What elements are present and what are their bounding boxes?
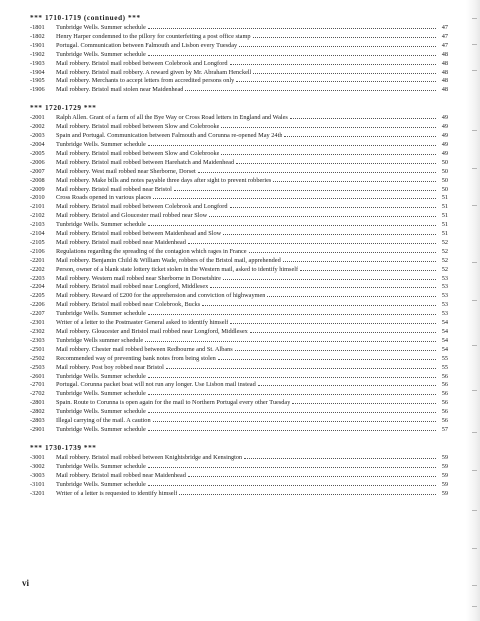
entry-title: Illegal carrying of the mail. A caution xyxy=(56,417,151,425)
entry-code: -1904 xyxy=(30,68,45,76)
entry-page-number: 56 xyxy=(441,408,448,416)
dot-leader xyxy=(209,216,436,217)
dot-leader xyxy=(236,163,436,164)
contents-entry xyxy=(30,417,448,426)
entry-title: Portugal. Communication between Falmouth and Lisbon every Tuesday xyxy=(56,41,238,49)
entry-title: Ralph Allen. Grant of a farm of all the Bye Way or Cross Road letters in England and Wales xyxy=(56,114,288,122)
entry-title: Regulations regarding the spreading of the contagion which rages in France xyxy=(56,247,247,255)
edge-mark xyxy=(472,548,477,549)
dot-leader xyxy=(258,385,436,386)
entry-code: -2105 xyxy=(30,238,45,246)
section-heading: *** 1710-1719 (continued) *** xyxy=(30,14,141,22)
entry-code: -2007 xyxy=(30,167,45,175)
contents-entry xyxy=(30,399,448,408)
edge-mark xyxy=(472,130,477,131)
contents-entry xyxy=(30,42,448,51)
dot-leader xyxy=(236,81,436,82)
dot-leader xyxy=(223,234,436,235)
edge-mark xyxy=(472,606,477,607)
entry-code: -2501 xyxy=(30,345,45,353)
entry-title: Mail robbery. Bristol mail robbery. A reward given by Mr. Abraham Henckell xyxy=(56,68,252,76)
contents-entry xyxy=(30,373,448,382)
entry-code: -2302 xyxy=(30,328,45,335)
dot-leader xyxy=(148,412,436,413)
entry-title: Mail robbery. Bristol mail robbed between Knightsbridge and Kensington xyxy=(56,453,243,461)
entry-page-number: 47 xyxy=(441,41,448,49)
entry-title: Henry Harper condemned to the pillory for counterfeiting a post office stamp xyxy=(56,32,251,40)
entry-code: -2502 xyxy=(30,354,45,362)
entry-page-number: 52 xyxy=(441,238,448,246)
entry-page-number: 47 xyxy=(441,32,448,40)
entry-code: -2009 xyxy=(30,185,45,193)
entry-page-number: 59 xyxy=(441,489,448,497)
edge-mark xyxy=(472,432,477,433)
section-heading: *** 1720-1729 *** xyxy=(30,104,97,113)
dot-leader xyxy=(284,136,436,137)
dot-leader xyxy=(267,296,436,297)
dot-leader xyxy=(148,314,436,315)
contents-entry xyxy=(30,481,448,490)
contents-entry xyxy=(30,60,448,69)
dot-leader xyxy=(179,494,436,495)
dot-leader xyxy=(153,198,436,199)
dot-leader xyxy=(210,287,436,288)
contents-entry xyxy=(30,283,448,292)
entry-title: Cross Roads opened in various places xyxy=(56,194,152,202)
contents-entry xyxy=(30,266,448,275)
entry-page-number: 54 xyxy=(441,328,448,335)
entry-page-number: 56 xyxy=(441,417,448,425)
contents-entry xyxy=(30,51,448,60)
entry-title: Mail robbery. Western mail robbed near Sherborne in Dorsetshire xyxy=(56,274,221,282)
entry-title: Mail robbery. Bristol mail robbed between Colebrook and Longford xyxy=(56,203,228,211)
entry-title: Mail robbery. Bristol mail robbed near Maidenhead xyxy=(56,471,186,479)
contents-entry xyxy=(30,132,448,141)
entry-code: -3101 xyxy=(30,480,45,488)
contents-entry xyxy=(30,212,448,221)
contents-entry xyxy=(30,186,448,195)
entry-title: Tunbridge Wells. Summer schedule xyxy=(56,24,146,31)
entry-title: Mail robbery. Reward of £200 for the apprehension and conviction of highwaymen xyxy=(56,292,266,300)
entry-page-number: 56 xyxy=(441,390,448,398)
entry-title: Spain. Route to Corunna is open again for the mail to Northern Portugal every other Tuesday xyxy=(56,399,291,407)
entry-page-number: 54 xyxy=(441,345,448,353)
entry-page-number: 47 xyxy=(441,24,448,31)
entry-title: Mail robbery. Bristol mail robbed between Harehatch and Maidenhead xyxy=(56,158,235,166)
edge-mark xyxy=(472,18,477,19)
entry-title: Writer of a letter is requested to identify himself xyxy=(56,489,178,497)
dot-leader xyxy=(230,64,437,65)
entry-title: Mail robbery. Bristol mail robbed between Slow and Colebrooke xyxy=(56,149,220,157)
edge-mark xyxy=(472,168,477,169)
entry-title: Tunbridge Wells. Summer schedule xyxy=(56,310,146,318)
entry-title: Tunbridge Wells. Summer schedule xyxy=(56,372,146,380)
entry-code: -3003 xyxy=(30,471,45,479)
entry-page-number: 53 xyxy=(441,292,448,300)
entry-title: Mail robbery. Bristol mail robbed near Longford, Middlesex xyxy=(56,283,209,291)
contents-entry xyxy=(30,230,448,239)
contents-entry xyxy=(30,301,448,310)
dot-leader xyxy=(300,270,436,271)
entry-title: Mail robbery. Make bills and notes payable three days after sight to prevent robberies xyxy=(56,176,272,184)
entry-code: -2702 xyxy=(30,390,45,398)
entry-title: Tunbridge Wells. Summer schedule xyxy=(56,221,146,229)
entry-code: -2102 xyxy=(30,212,45,220)
entry-code: -2301 xyxy=(30,319,45,327)
entry-code: -2803 xyxy=(30,417,45,425)
contents-entry xyxy=(30,239,448,248)
page-edge-shadow xyxy=(466,0,480,621)
entry-code: -2005 xyxy=(30,149,45,157)
contents-entry xyxy=(30,150,448,159)
contents-entry xyxy=(30,248,448,257)
entry-code: -2802 xyxy=(30,408,45,416)
entry-title: Writer of a letter to the Postmaster General asked to identify himself xyxy=(56,319,229,327)
entry-page-number: 48 xyxy=(441,50,448,58)
entry-code: -2701 xyxy=(30,381,45,389)
contents-entry xyxy=(30,221,448,230)
contents-entry xyxy=(30,77,448,86)
contents-entry xyxy=(30,364,448,373)
entry-page-number: 59 xyxy=(441,462,448,470)
entry-title: Mail robbery. Merchants to accept letters from accredited persons only xyxy=(56,77,235,85)
contents-entry xyxy=(30,319,448,328)
dot-leader xyxy=(290,118,436,119)
dot-leader xyxy=(283,261,436,262)
dot-leader xyxy=(198,172,436,173)
contents-entry xyxy=(30,123,448,132)
entry-page-number: 49 xyxy=(441,114,448,122)
contents-entry xyxy=(30,381,448,390)
entry-page-number: 59 xyxy=(441,471,448,479)
dot-leader xyxy=(145,341,436,342)
contents-entry xyxy=(30,328,448,337)
dot-leader xyxy=(148,145,436,146)
contents-entry xyxy=(30,194,448,203)
entry-page-number: 53 xyxy=(441,274,448,282)
dot-leader xyxy=(148,430,436,431)
entry-code: -2801 xyxy=(30,399,45,407)
entry-title: Mail robbery. Gloucester and Bristol mail robbed near Longford, Middlesex xyxy=(56,328,248,335)
contents-entry xyxy=(30,177,448,186)
entry-code: -2003 xyxy=(30,132,45,140)
entry-page-number: 51 xyxy=(441,212,448,220)
entry-page-number: 49 xyxy=(441,123,448,131)
entry-page-number: 56 xyxy=(441,399,448,407)
entry-page-number: 53 xyxy=(441,301,448,309)
dot-leader xyxy=(221,154,436,155)
contents-entry xyxy=(30,472,448,481)
dot-leader xyxy=(253,37,437,38)
entry-code: -2001 xyxy=(30,114,45,122)
entry-title: Tunbridge Wells. Summer schedule xyxy=(56,425,146,433)
entry-title: Portugal. Corunna packet boat will not run any longer. Use Lisbon mail instead xyxy=(56,381,256,389)
entry-code: -2901 xyxy=(30,425,45,433)
entry-page-number: 50 xyxy=(441,158,448,166)
dot-leader xyxy=(188,476,436,477)
entry-code: -2106 xyxy=(30,247,45,255)
entry-title: Tunbridge Wells. Summer schedule xyxy=(56,408,146,416)
edge-mark xyxy=(472,585,477,586)
edge-mark xyxy=(472,262,477,263)
entry-title: Mail robbery. Bristol mail robbed between Maidenhead and Slow xyxy=(56,230,222,238)
page-number: vi xyxy=(22,578,30,588)
entry-code: -2010 xyxy=(30,194,45,202)
entry-page-number: 57 xyxy=(441,425,448,433)
contents-entry xyxy=(30,454,448,463)
contents-entry xyxy=(30,310,448,319)
entry-title: Tunbridge Wells. Summer schedule xyxy=(56,140,146,148)
dot-leader xyxy=(148,28,436,29)
contents-entry xyxy=(30,114,448,123)
entry-code: -2002 xyxy=(30,123,45,131)
dot-leader xyxy=(148,225,436,226)
dot-leader xyxy=(230,323,436,324)
contents-entry xyxy=(30,203,448,212)
edge-mark xyxy=(472,510,477,511)
entry-title: Mail robbery. Bristol and Gloucester mail robbed near Slow xyxy=(56,212,208,220)
entry-title: Mail robbery. Bristol mail robbed near Bristol xyxy=(56,185,172,193)
entry-page-number: 53 xyxy=(441,283,448,291)
entry-page-number: 52 xyxy=(441,265,448,273)
entry-page-number: 49 xyxy=(441,140,448,148)
entry-code: -2503 xyxy=(30,363,45,371)
entry-code: -1905 xyxy=(30,77,45,85)
entry-page-number: 59 xyxy=(441,480,448,488)
contents-list xyxy=(30,14,448,498)
entry-code: -2206 xyxy=(30,301,45,309)
entry-page-number: 52 xyxy=(441,247,448,255)
contents-entry xyxy=(30,346,448,355)
dot-leader xyxy=(166,368,436,369)
contents-entry xyxy=(30,159,448,168)
entry-page-number: 52 xyxy=(441,256,448,264)
contents-entry xyxy=(30,408,448,417)
dot-leader xyxy=(148,394,436,395)
entry-code: -1903 xyxy=(30,59,45,67)
entry-page-number: 55 xyxy=(441,354,448,362)
entry-code: -1906 xyxy=(30,86,45,94)
contents-entry xyxy=(30,275,448,284)
contents-page xyxy=(30,14,448,498)
entry-code: -2101 xyxy=(30,203,45,211)
entry-title: Tunbridge Wells. Summer schedule xyxy=(56,390,146,398)
entry-page-number: 48 xyxy=(441,77,448,85)
entry-title: Spain and Portugal. Communication between Falmouth and Corunna re-opened May 24th xyxy=(56,132,283,140)
edge-mark xyxy=(472,470,477,471)
contents-entry xyxy=(30,463,448,472)
dot-leader xyxy=(235,350,436,351)
entry-code: -2006 xyxy=(30,158,45,166)
entry-page-number: 54 xyxy=(441,336,448,344)
dot-leader xyxy=(244,458,436,459)
entry-code: -2008 xyxy=(30,176,45,184)
entry-title: Tunbridge Wells summer schedule xyxy=(56,336,144,344)
entry-title: Tunbridge Wells. Summer schedule xyxy=(56,480,146,488)
entry-page-number: 53 xyxy=(441,310,448,318)
contents-entry xyxy=(30,490,448,499)
entry-page-number: 51 xyxy=(441,230,448,238)
edge-mark xyxy=(472,205,477,206)
entry-code: -2601 xyxy=(30,372,45,380)
entry-code: -3002 xyxy=(30,462,45,470)
entry-page-number: 50 xyxy=(441,185,448,193)
contents-entry xyxy=(30,69,448,78)
edge-mark xyxy=(472,300,477,301)
edge-mark xyxy=(472,345,477,346)
entry-title: Person, owner of a blank state lottery ticket stolen in the Western mail, asked to identify himself xyxy=(56,265,299,273)
dot-leader xyxy=(250,332,436,333)
entry-title: Mail robbery. Chester mail robbed between Redbourne and St. Albans xyxy=(56,345,233,353)
entry-code: -2201 xyxy=(30,256,45,264)
entry-page-number: 56 xyxy=(441,372,448,380)
edge-mark xyxy=(472,44,477,45)
dot-leader xyxy=(253,73,436,74)
dot-leader xyxy=(230,207,437,208)
contents-entry xyxy=(30,337,448,346)
entry-title: Recommended way of preventing bank notes from being stolen xyxy=(56,354,216,362)
entry-title: Mail robbery. West mail robbed near Sherborne, Dorset xyxy=(56,167,196,175)
entry-page-number: 51 xyxy=(441,203,448,211)
entry-page-number: 49 xyxy=(441,132,448,140)
entry-code: -2207 xyxy=(30,310,45,318)
entry-code: -2104 xyxy=(30,230,45,238)
dot-leader xyxy=(148,55,436,56)
entry-page-number: 50 xyxy=(441,167,448,175)
contents-entry xyxy=(30,257,448,266)
entry-title: Mail robbery. Bristol mail robbed between Colebrook and Longford xyxy=(56,59,228,67)
entry-code: -2203 xyxy=(30,274,45,282)
entry-title: Mail robbery. Benjamin Child & William Wade, robbers of the Bristol mail, apprehended xyxy=(56,256,281,264)
dot-leader xyxy=(273,181,436,182)
dot-leader xyxy=(153,421,436,422)
entry-title: Mail robbery. Post boy robbed near Bristol xyxy=(56,363,164,371)
entry-code: -2004 xyxy=(30,140,45,148)
entry-page-number: 51 xyxy=(441,194,448,202)
dot-leader xyxy=(148,485,436,486)
entry-page-number: 51 xyxy=(441,221,448,229)
entry-page-number: 48 xyxy=(441,86,448,94)
entry-code: -1902 xyxy=(30,50,45,58)
dot-leader xyxy=(249,252,436,253)
contents-entry xyxy=(30,292,448,301)
entry-page-number: 50 xyxy=(441,176,448,184)
edge-mark xyxy=(472,390,477,391)
entry-title: Mail robbery. Bristol mail robbed near Colebrook, Bucks xyxy=(56,301,201,309)
dot-leader xyxy=(292,403,436,404)
entry-title: Tunbridge Wells. Summer schedule xyxy=(56,50,146,58)
contents-entry xyxy=(30,168,448,177)
entry-code: -1802 xyxy=(30,32,45,40)
entry-code: -2103 xyxy=(30,221,45,229)
entry-code: -2202 xyxy=(30,265,45,273)
entry-code: -2205 xyxy=(30,292,45,300)
contents-entry xyxy=(30,390,448,399)
dot-leader xyxy=(185,90,436,91)
entry-page-number: 48 xyxy=(441,59,448,67)
edge-mark xyxy=(472,70,477,71)
entry-code: -3001 xyxy=(30,453,45,461)
entry-title: Mail robbery. Bristol mail stolen near Maidenhead xyxy=(56,86,184,94)
entry-title: Mail robbery. Bristol mail robbed between Slow and Colebrooke xyxy=(56,123,220,131)
dot-leader xyxy=(221,127,436,128)
entry-title: Mail robbery. Bristol mail robbed near Maidenhead xyxy=(56,238,186,246)
section-heading: *** 1730-1739 *** xyxy=(30,443,97,452)
dot-leader xyxy=(174,190,436,191)
contents-entry xyxy=(30,86,448,95)
dot-leader xyxy=(239,46,436,47)
entry-page-number: 48 xyxy=(441,68,448,76)
entry-code: -3201 xyxy=(30,489,45,497)
dot-leader xyxy=(148,377,436,378)
entry-code: -1801 xyxy=(30,24,45,31)
dot-leader xyxy=(148,467,436,468)
entry-code: -2303 xyxy=(30,336,45,344)
contents-entry xyxy=(30,355,448,364)
contents-entry xyxy=(30,33,448,42)
dot-leader xyxy=(218,359,436,360)
entry-code: -2204 xyxy=(30,283,45,291)
entry-page-number: 59 xyxy=(441,453,448,461)
contents-entry xyxy=(30,141,448,150)
contents-entry xyxy=(30,24,448,33)
entry-code: -1901 xyxy=(30,41,45,49)
dot-leader xyxy=(202,305,436,306)
entry-title: Tunbridge Wells. Summer schedule xyxy=(56,462,146,470)
entry-page-number: 55 xyxy=(441,363,448,371)
entry-page-number: 54 xyxy=(441,319,448,327)
entry-page-number: 56 xyxy=(441,381,448,389)
dot-leader xyxy=(188,243,436,244)
contents-entry xyxy=(30,426,448,435)
dot-leader xyxy=(223,279,436,280)
entry-page-number: 49 xyxy=(441,149,448,157)
